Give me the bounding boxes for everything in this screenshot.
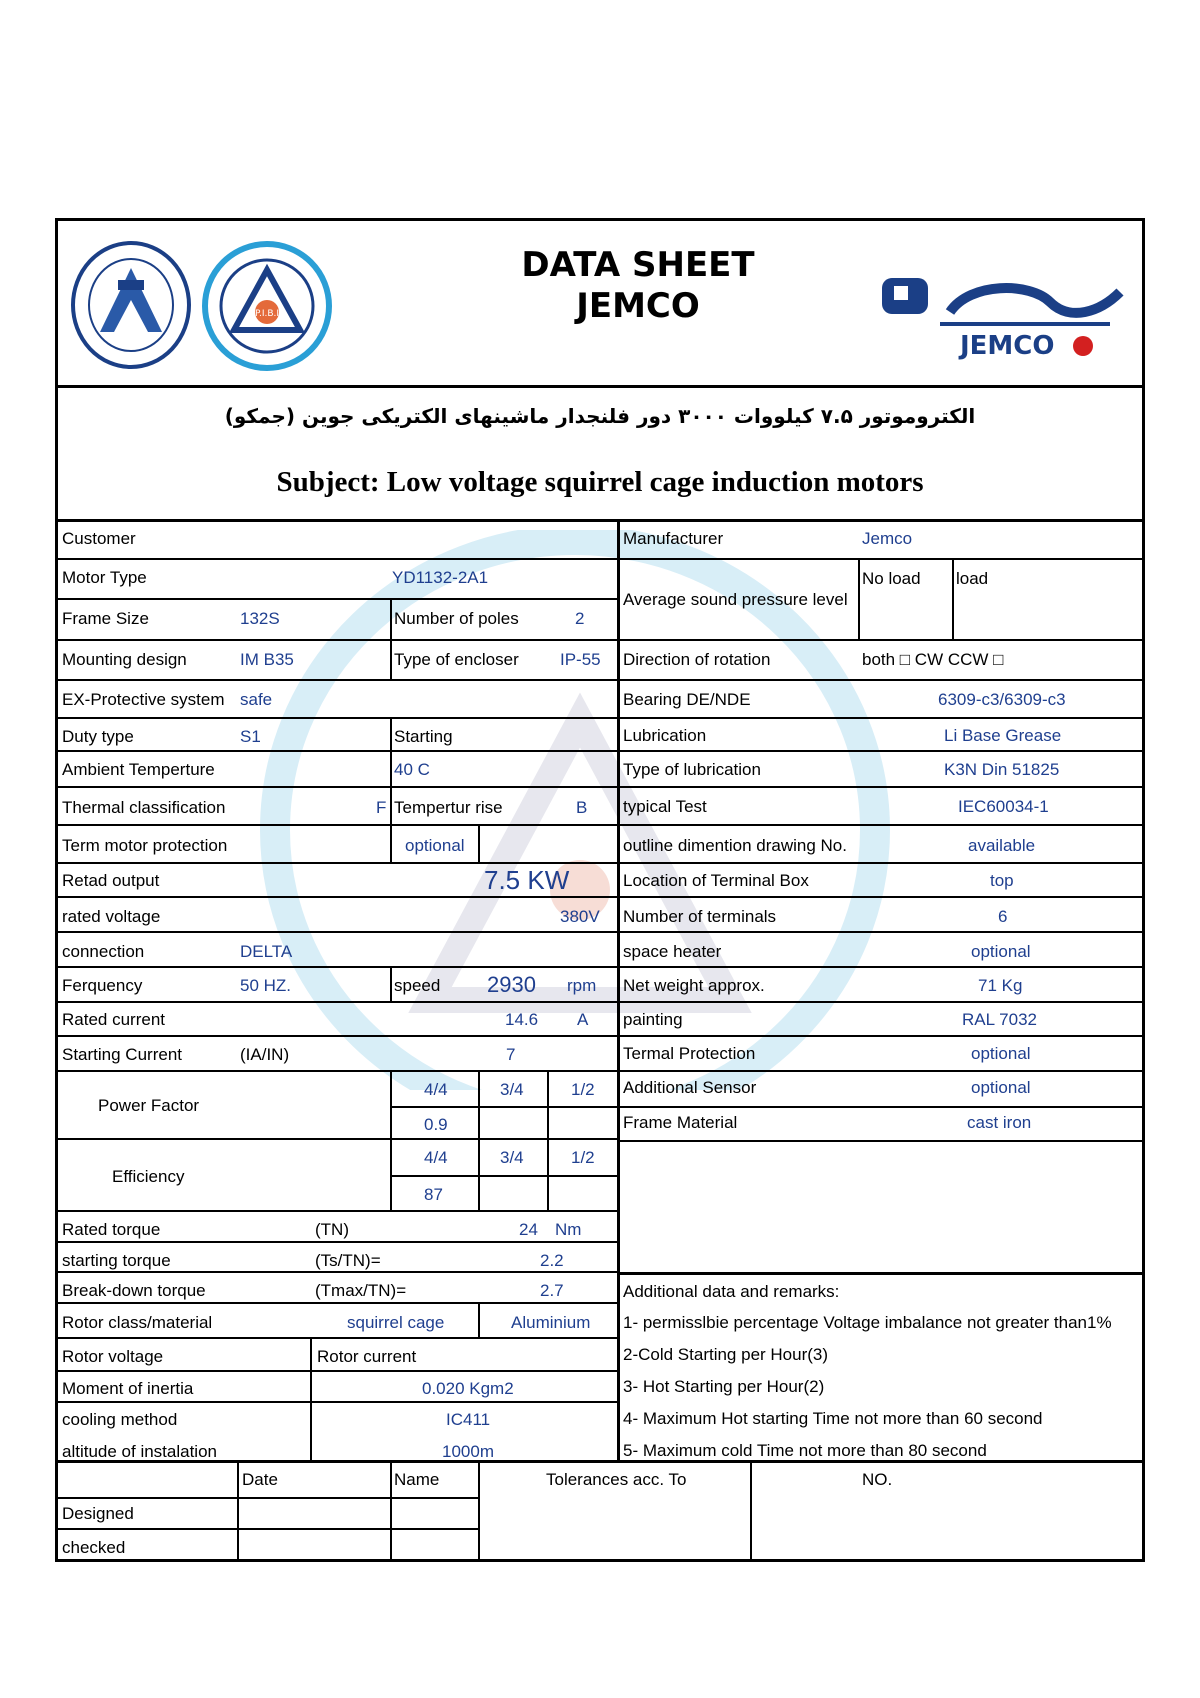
terminals-value: 6 [998,907,1008,926]
frame-size-value: 132S [240,609,280,628]
rotor-class-value: squirrel cage [347,1313,445,1332]
direction-value: both □ CW CCW □ [862,650,1004,669]
altitude-value: 1000m [442,1442,494,1461]
terminals-label: Number of terminals [623,907,777,926]
subject-line: Subject: Low voltage squirrel cage induction motors [276,466,924,498]
rated-output-label: Retad output [62,871,160,890]
lubrication-value: Li Base Grease [944,726,1062,745]
starting-current-label: Starting Current [62,1045,182,1064]
eff-header-full: 4/4 [424,1148,448,1167]
rated-voltage-value: 380V [560,907,600,926]
inertia-label: Moment of inertia [62,1379,194,1398]
title-data-sheet: DATA SHEET [521,245,755,285]
footer-name-label: Name [394,1470,440,1489]
frame-size-label: Frame Size [62,609,149,628]
remark-item: 3- Hot Starting per Hour(2) [623,1377,825,1396]
jemco-logo [880,272,1130,360]
rated-torque-unit: Nm [555,1220,582,1239]
company-seal-logo [70,240,192,370]
footer-no-label: NO. [862,1470,893,1489]
duty-value: S1 [240,727,261,746]
remark-item: 2-Cold Starting per Hour(3) [623,1345,829,1364]
sound-label: Average sound pressure level [623,590,848,609]
speed-unit: rpm [567,976,597,995]
rated-torque-symbol: (TN) [315,1220,349,1239]
efficiency-label: Efficiency [112,1167,185,1186]
lubrication-label: Lubrication [623,726,707,745]
test-label: typical Test [623,797,707,816]
ex-label: EX-Protective system [62,690,225,709]
pf-header-half: 1/2 [571,1080,595,1099]
temp-rise-label: Tempertur rise [394,798,503,817]
footer-date-label: Date [242,1470,278,1489]
sensor-value: optional [971,1078,1031,1097]
frequency-value: 50 HZ. [240,976,292,995]
temp-rise-value: B [576,798,588,817]
speed-value: 2930 [487,972,536,997]
duty-label: Duty type [62,727,134,746]
footer-tolerances-label: Tolerances acc. To [546,1470,687,1489]
mounting-label: Mounting design [62,650,187,669]
remark-item: 4- Maximum Hot starting Time not more than 60 second [623,1409,1043,1428]
rotor-class-label: Rotor class/material [62,1313,213,1332]
rotor-voltage-label: Rotor voltage [62,1347,164,1366]
remarks-title: Additional data and remarks: [623,1282,840,1301]
terminal-box-label: Location of Terminal Box [623,871,809,890]
cooling-label: cooling method [62,1410,178,1429]
footer-designed-label: Designed [62,1504,134,1523]
heater-value: optional [971,942,1031,961]
weight-value: 71 Kg [978,976,1023,995]
term-protection-value: optional [405,836,465,855]
ambient-value: 40 C [394,760,430,779]
eff-header-3-4: 3/4 [500,1148,524,1167]
termal-protection-value: optional [971,1044,1031,1063]
poles-value: 2 [575,609,585,628]
termal-protection-label: Termal Protection [623,1044,756,1063]
frame-material-value: cast iron [967,1113,1032,1132]
heater-label: space heater [623,942,722,961]
rotor-current-label: Rotor current [317,1347,417,1366]
sound-no-load: No load [862,569,921,588]
speed-label: speed [394,976,441,995]
starting-current-value: 7 [506,1045,516,1064]
rotor-material-value: Aluminium [511,1313,591,1332]
starting-torque-symbol: (Ts/TN)= [315,1251,381,1270]
cooling-value: IC411 [446,1410,491,1429]
outline-value: available [968,836,1036,855]
inertia-value: 0.020 Kgm2 [422,1379,514,1398]
poles-label: Number of poles [394,609,519,628]
motor-type-value: YD1132-2A1 [392,568,489,587]
encloser-value: IP-55 [560,650,601,669]
painting-value: RAL 7032 [962,1010,1037,1029]
term-protection-label: Term motor protection [62,836,228,855]
eff-value: 87 [424,1185,443,1204]
breakdown-torque-label: Break-down torque [62,1281,206,1300]
motor-type-label: Motor Type [62,568,147,587]
pf-value: 0.9 [424,1115,448,1134]
starting-current-symbol: (IA/IN) [240,1045,290,1064]
rated-current-unit: A [577,1010,589,1029]
mounting-value: IM B35 [240,650,294,669]
sensor-label: Additional Sensor [623,1078,757,1097]
frequency-label: Ferquency [62,976,143,995]
eff-header-half: 1/2 [571,1148,595,1167]
breakdown-torque-value: 2.7 [540,1281,564,1300]
starting-torque-label: starting torque [62,1251,171,1270]
rated-voltage-label: rated voltage [62,907,161,926]
starting-label: Starting [394,727,453,746]
footer-checked-label: checked [62,1538,126,1557]
ex-value: safe [240,690,273,709]
direction-label: Direction of rotation [623,650,771,669]
bearing-value: 6309-c3/6309-c3 [938,690,1066,709]
rated-current-value: 14.6 [505,1010,539,1029]
thermal-value: F [376,798,387,817]
pibi-badge: P.I.B.I [254,309,280,319]
frame-material-label: Frame Material [623,1113,738,1132]
lub-type-value: K3N Din 51825 [944,760,1060,779]
connection-value: DELTA [240,942,293,961]
terminal-box-value: top [990,871,1014,890]
encloser-label: Type of encloser [394,650,519,669]
rated-output-value: 7.5 KW [484,865,570,895]
sound-load: load [956,569,989,588]
manufacturer-value: Jemco [862,529,913,548]
starting-torque-value: 2.2 [540,1251,564,1270]
rated-current-label: Rated current [62,1010,165,1029]
altitude-label: altitude of instalation [62,1442,217,1461]
manufacturer-label: Manufacturer [623,529,724,548]
painting-label: painting [623,1010,683,1029]
rated-torque-value: 24 [519,1220,538,1239]
rated-torque-label: Rated torque [62,1220,161,1239]
title-jemco: JEMCO [576,286,700,326]
persian-title: الکتروموتور ۷.۵ کیلووات ۳۰۰۰ دور فلنجدار ماشینهای الکتریکی جوین (جمکو) [224,404,976,428]
pibi-logo [202,238,332,374]
pf-header-3-4: 3/4 [500,1080,524,1099]
breakdown-torque-symbol: (Tmax/TN)= [315,1281,407,1300]
ambient-label: Ambient Temperture [62,760,215,779]
pf-header-full: 4/4 [424,1080,448,1099]
connection-label: connection [62,942,145,961]
weight-label: Net weight approx. [623,976,765,995]
outline-label: outline dimention drawing No. [623,836,847,855]
customer-label: Customer [62,529,136,548]
jemco-brand-text: JEMCO [960,331,1055,360]
test-value: IEC60034-1 [958,797,1049,816]
thermal-label: Thermal classification [62,798,226,817]
remark-item: 1- permisslbie percentage Voltage imbalance not greater than1% [623,1313,1112,1332]
power-factor-label: Power Factor [98,1096,200,1115]
bearing-label: Bearing DE/NDE [623,690,751,709]
remark-item: 5- Maximum cold Time not more than 80 second [623,1441,987,1460]
lub-type-label: Type of lubrication [623,760,761,779]
